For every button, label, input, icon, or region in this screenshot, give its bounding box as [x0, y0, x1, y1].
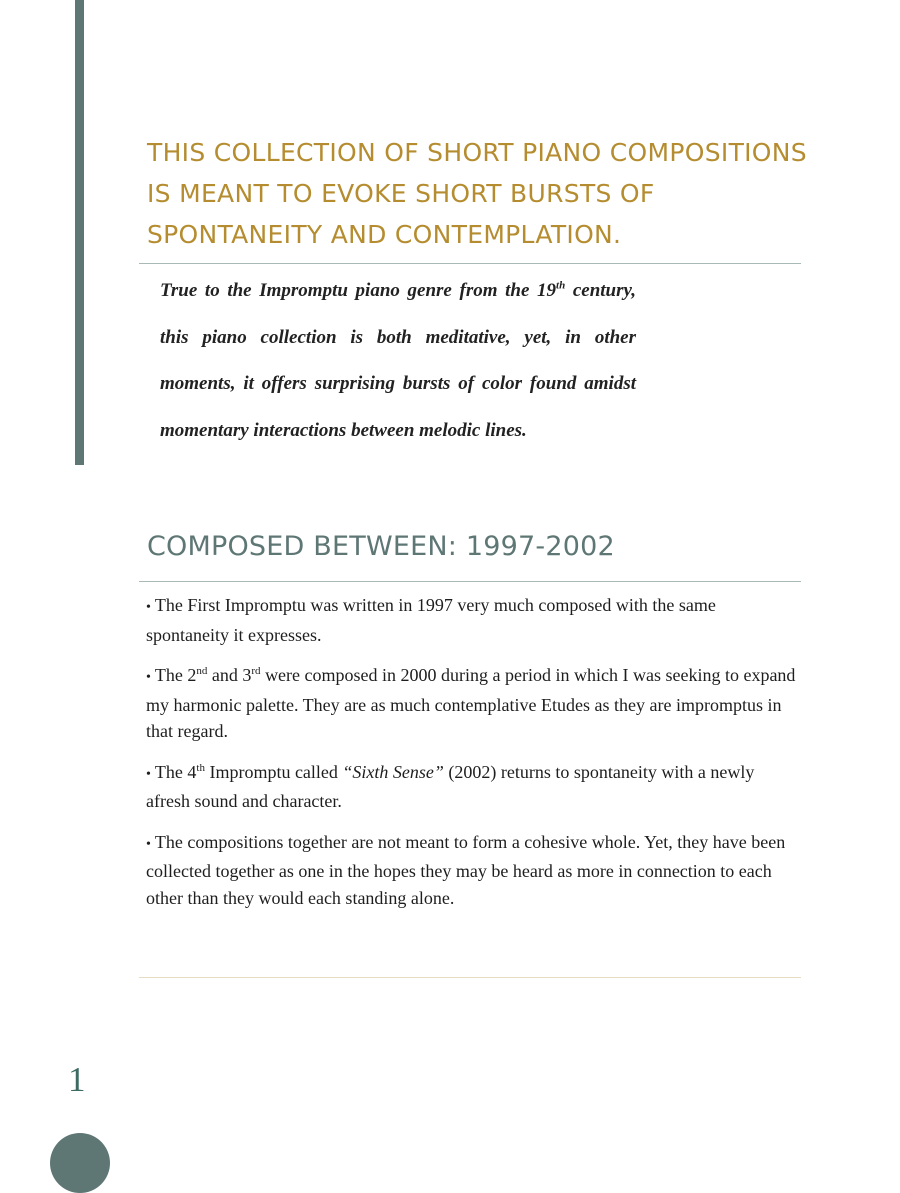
- list-item: [146, 662, 796, 745]
- bullet-icon: •: [146, 600, 151, 615]
- list-item-text: The First Impromptu was written in 1997 very much composed with the same spontaneity it expresses.: [146, 595, 716, 645]
- intro-text-start: True to the Impromptu piano genre from the 19: [160, 280, 557, 301]
- list-item-text: were composed in 2000 during a period in which I was seeking to expand my harmonic palette. They are as much contemplative Etudes as they are impromptus in that regard.: [146, 665, 796, 741]
- divider-top: [139, 263, 801, 264]
- list-item: [146, 829, 796, 912]
- corner-decoration: [50, 1133, 110, 1193]
- bullet-icon: •: [146, 670, 151, 685]
- intro-paragraph: [160, 268, 636, 454]
- list-item: [146, 592, 796, 648]
- work-title: “Sixth Sense”: [342, 761, 444, 782]
- list-item-text: (2002) returns to spontaneity with a newly afresh sound and character.: [146, 761, 755, 811]
- section-heading: COMPOSED BETWEEN: 1997-2002: [147, 531, 615, 562]
- list-item-text: and 3: [207, 665, 252, 685]
- page-number: 1: [68, 1060, 86, 1099]
- list-item-text: The compositions together are not meant to form a cohesive whole. Yet, they have been collected together as one in the hopes they may be heard as more in connection to each other than they would each standing alone.: [146, 831, 786, 908]
- composition-notes-list: [146, 592, 796, 925]
- list-item: [146, 759, 796, 815]
- ordinal-superscript: nd: [196, 665, 208, 677]
- collection-headline: THIS COLLECTION OF SHORT PIANO COMPOSITIONS IS MEANT TO EVOKE SHORT BURSTS OF SPONTANEITY AND CONTEMPLATION.: [147, 138, 807, 249]
- side-accent-bar: [75, 0, 84, 465]
- ordinal-superscript: th: [196, 761, 205, 774]
- divider-middle: [139, 581, 801, 582]
- list-item-text: Impromptu called: [204, 761, 343, 782]
- intro-superscript: th: [556, 279, 566, 292]
- list-item-text: The 4: [154, 761, 197, 782]
- divider-bottom: [139, 977, 801, 978]
- bullet-icon: •: [146, 766, 151, 782]
- list-item-text: The 2: [154, 665, 197, 685]
- bullet-icon: •: [146, 836, 151, 852]
- ordinal-superscript: rd: [251, 665, 261, 677]
- intro-text-end: century, this piano collection is both meditative, yet, in other moments, it offers surprising bursts of color found amidst momentary interactions between melodic lines.: [160, 280, 636, 441]
